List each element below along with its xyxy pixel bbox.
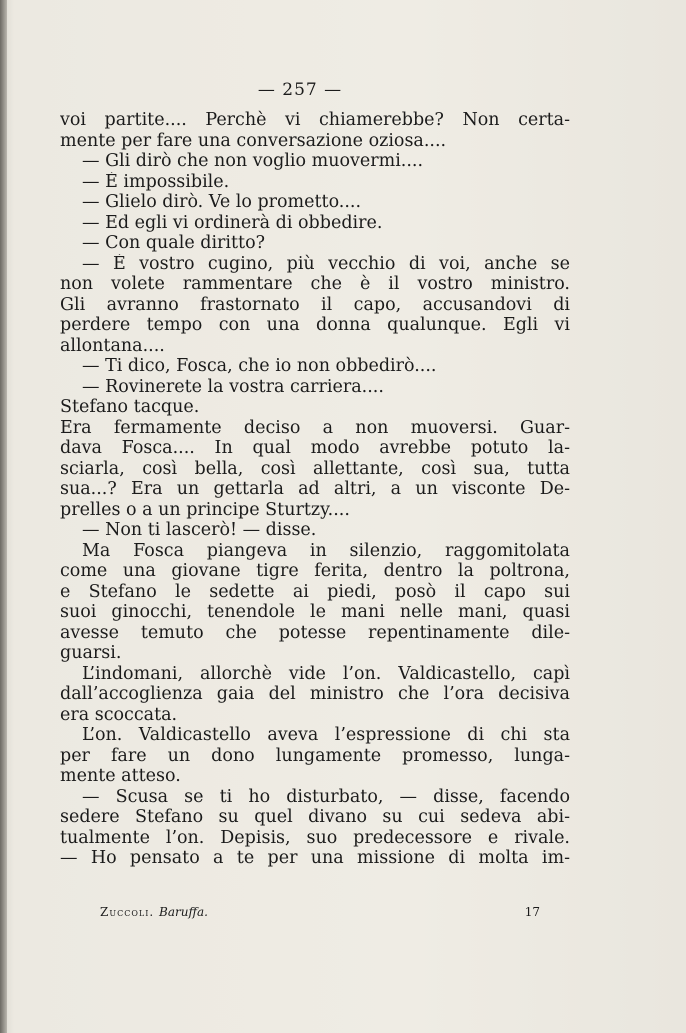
text-line: — Ed egli vi ordinerà di obbedire. xyxy=(82,212,383,233)
text-line: sedere Stefano su quel divano su cui sedeva abi- xyxy=(60,807,570,827)
text-line: mente per fare una conversazione oziosa.... xyxy=(60,130,447,151)
text-line: Gli avranno frastornato il capo, accusandovi di xyxy=(60,294,570,315)
text-line: L’on. Valdicastello aveva l’espressione di chi sta xyxy=(82,725,570,745)
page-number: — 257 — xyxy=(257,80,343,100)
text-line: L’indomani, allorchè vide l’on. Valdicastello, capì xyxy=(82,663,570,684)
text-line: — Scusa se ti ho disturbato, — disse, facendo xyxy=(82,786,570,807)
text-line: — Gli dirò che non voglio muovermi.... xyxy=(82,151,424,171)
text-line: non volete rammentare che è il vostro ministro. xyxy=(60,274,570,294)
page-spine-shadow xyxy=(0,0,7,1033)
footer-title: Baruffa. xyxy=(159,905,208,919)
footer-signature xyxy=(100,905,208,919)
text-line: dall’accoglienza gaia del ministro che l’ora decisiva xyxy=(60,684,570,704)
text-line: allontana.... xyxy=(60,335,165,356)
text-line: tualmente l’on. Depisis, suo predecessore e rivale. xyxy=(60,827,570,848)
text-line: avesse temuto che potesse repentinamente dile- xyxy=(60,622,570,643)
text-line: — È vostro cugino, più vecchio di voi, anche se xyxy=(82,253,570,274)
text-line: — Ho pensato a te per una missione di molta im- xyxy=(60,848,570,868)
text-line: prelles o a un principe Sturtzy.... xyxy=(60,499,350,520)
text-line: perdere tempo con una donna qualunque. Egli vi xyxy=(60,315,570,335)
body-text xyxy=(60,110,570,869)
text-line: — Rovinerete la vostra carriera.... xyxy=(82,376,384,397)
text-line: Era fermamente deciso a non muoversi. Guar- xyxy=(60,417,570,438)
text-line: guarsi. xyxy=(60,643,122,663)
text-line: sciarla, così bella, così allettante, così sua, tutta xyxy=(60,458,570,479)
text-line: dava Fosca.... In qual modo avrebbe potuto la- xyxy=(60,438,570,458)
text-line: — Ti dico, Fosca, che io non obbedirò.... xyxy=(82,356,437,376)
text-line: mente atteso. xyxy=(60,766,181,786)
text-line: sua...? Era un gettarla ad altri, a un visconte De- xyxy=(60,479,570,499)
text-line: come una giovane tigre ferita, dentro la poltrona, xyxy=(60,561,570,581)
footer-author: Zuccoli. xyxy=(100,905,155,919)
signature-number: 17 xyxy=(524,905,540,919)
text-line: era scoccata. xyxy=(60,704,178,725)
text-line: per fare un dono lungamente promesso, lunga- xyxy=(60,745,570,766)
text-line: — Con quale diritto? xyxy=(82,233,265,253)
text-line: Stefano tacque. xyxy=(60,397,200,417)
text-line: e Stefano le sedette ai piedi, posò il capo sui xyxy=(60,581,570,602)
text-line: — È impossibile. xyxy=(82,171,230,192)
text-line: — Non ti lascerò! — disse. xyxy=(82,520,317,540)
text-line: — Glielo dirò. Ve lo prometto.... xyxy=(82,192,362,212)
text-line: voi partite.... Perchè vi chiamerebbe? Non certa- xyxy=(60,110,570,130)
text-line: suoi ginocchi, tenendole le mani nelle mani, quasi xyxy=(60,602,570,622)
text-line: Ma Fosca piangeva in silenzio, raggomitolata xyxy=(82,540,570,561)
page-footer xyxy=(100,905,540,919)
